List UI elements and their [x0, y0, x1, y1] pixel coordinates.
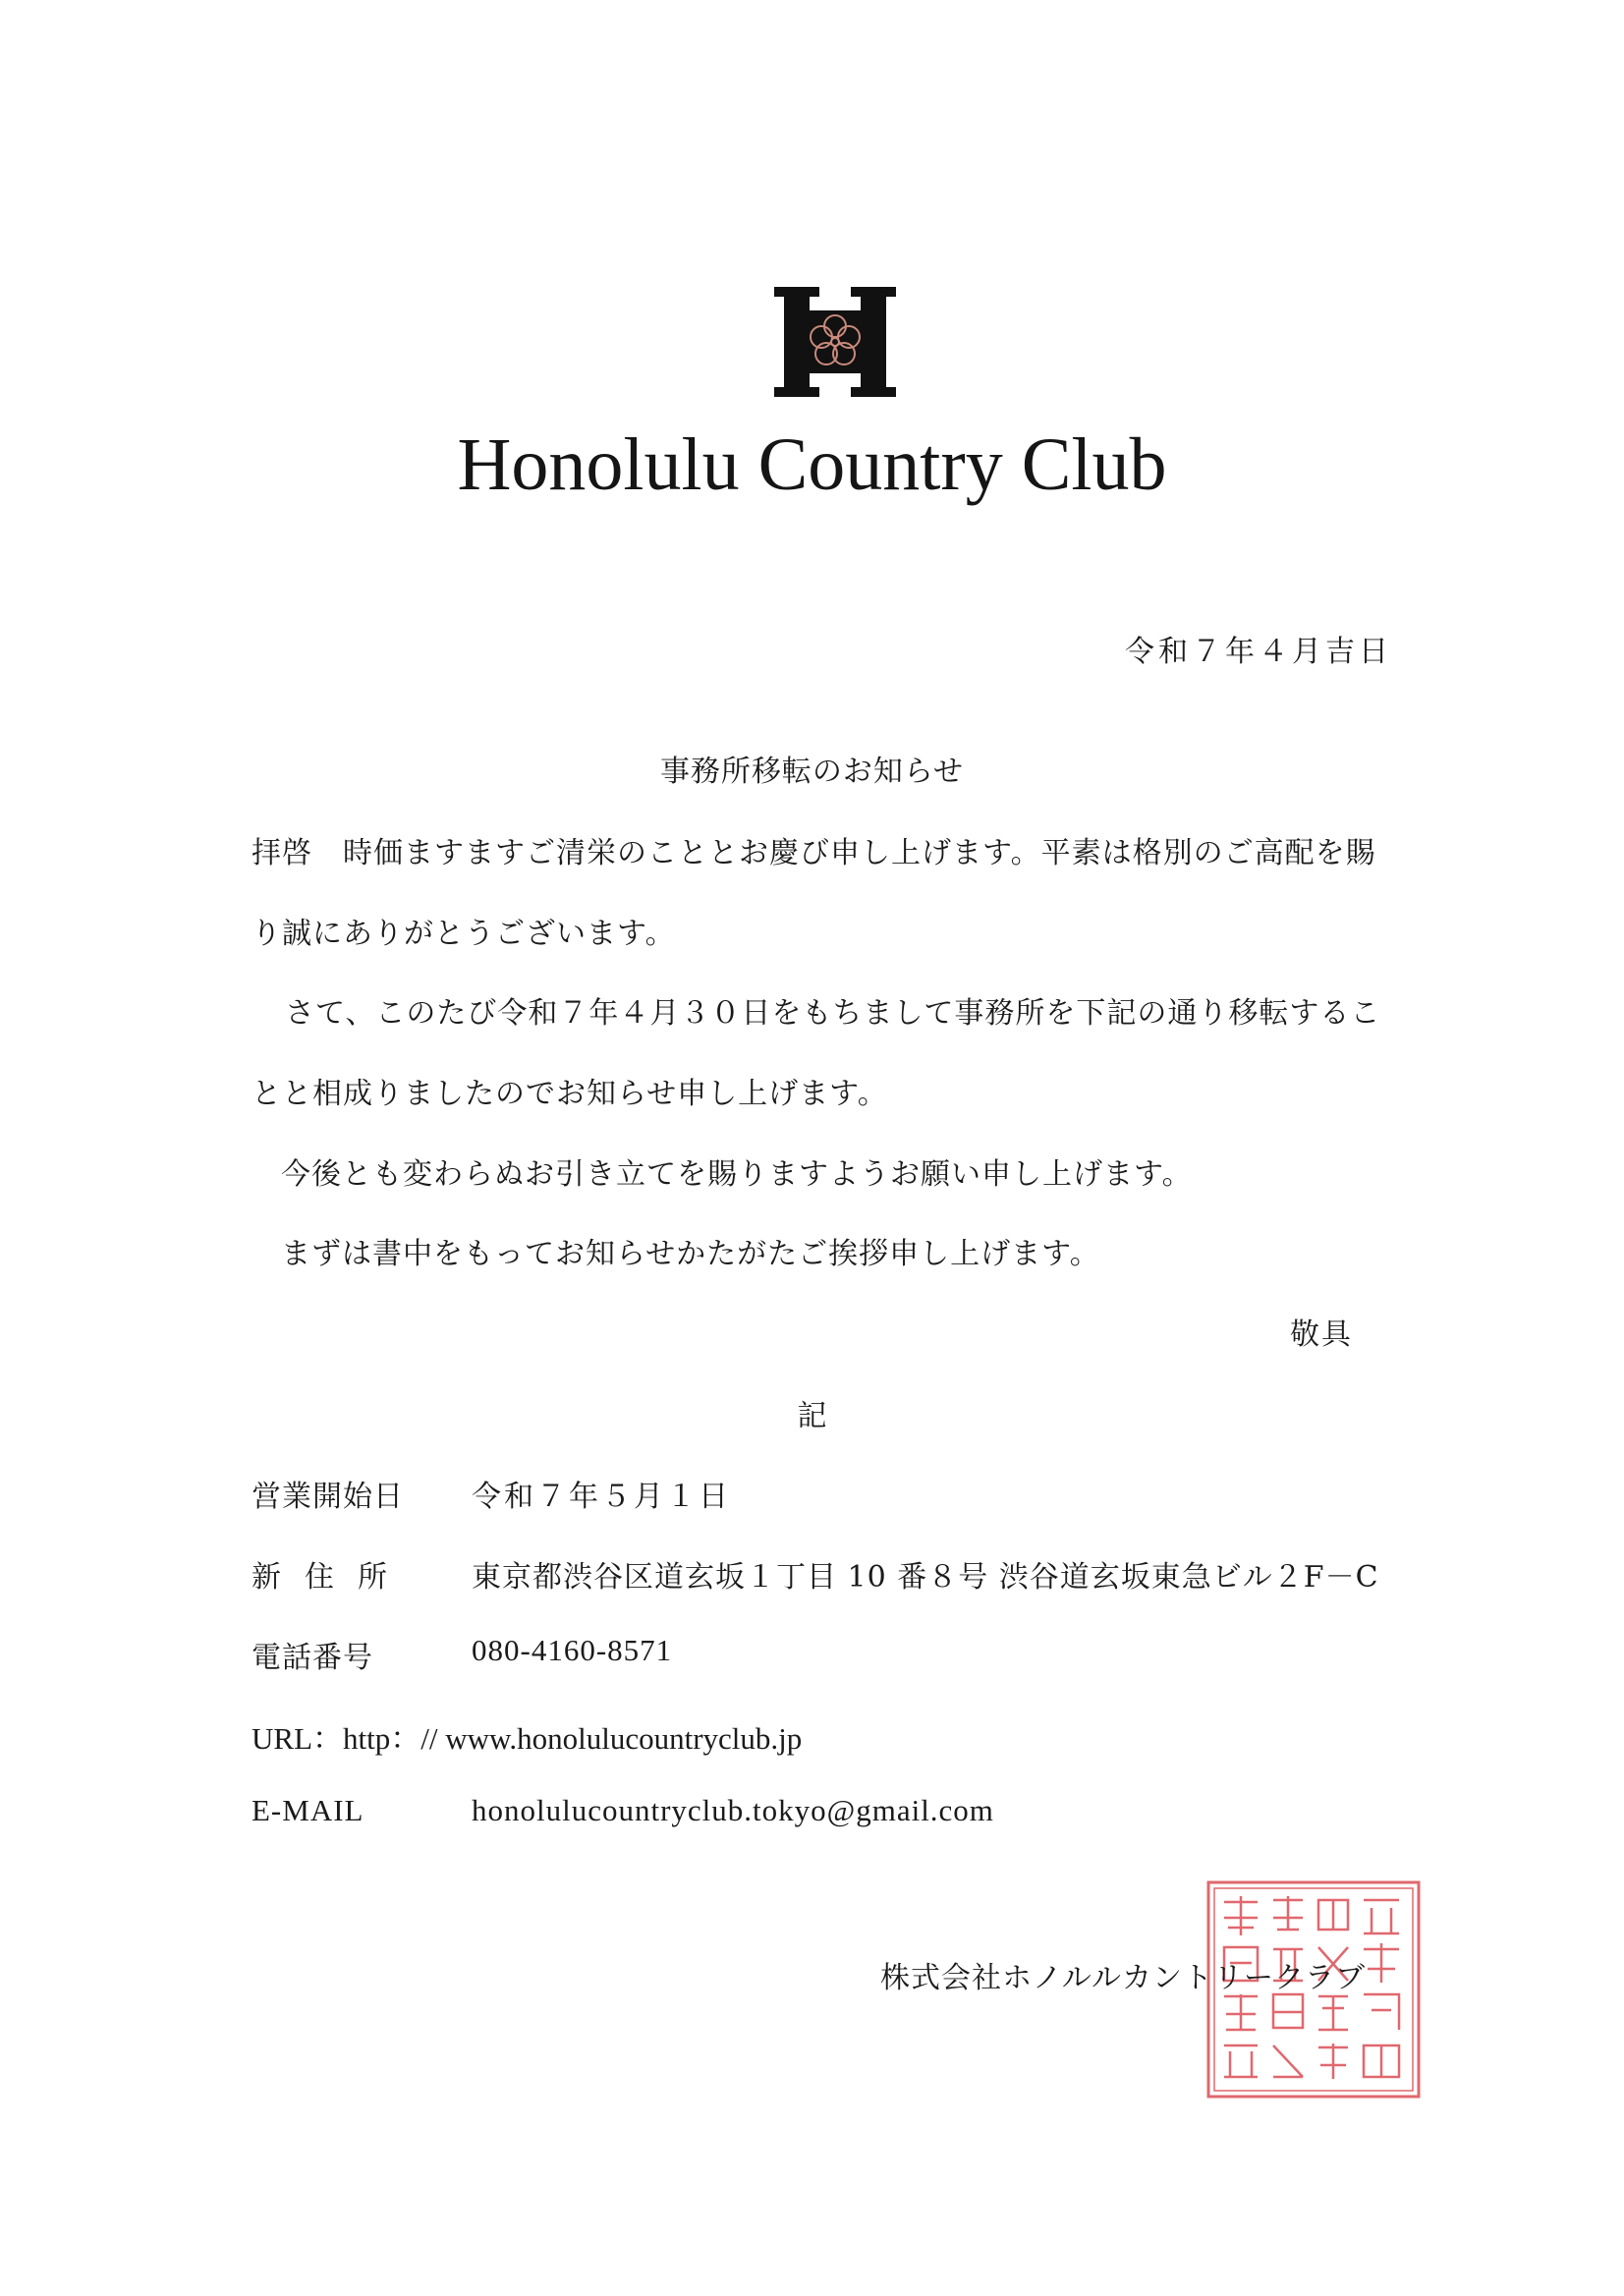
email-label: E-MAIL: [252, 1793, 364, 1827]
address-label: 新住所: [252, 1560, 411, 1595]
letter-date: 令和７年４月吉日: [1125, 635, 1392, 669]
email-value: honolulucountryclub.tokyo@gmail.com: [472, 1793, 994, 1827]
body-line: 拝啓 時価ますますご清栄のこととお慶び申し上げます。平素は格別のご高配を賜: [252, 836, 1376, 870]
start-date-value: 令和７年５月１日: [472, 1480, 731, 1514]
body-line: さて、このたび令和７年４月３０日をもちまして事務所を下記の通り移転するこ: [285, 996, 1381, 1031]
company-name: 株式会社ホノルルカントリークラブ: [880, 1961, 1367, 1995]
phone-label: 電話番号: [252, 1641, 373, 1675]
phone-value: 080-4160-8571: [472, 1633, 673, 1667]
body-line: り誠にありがとうございます。: [252, 917, 676, 951]
notice-title: 事務所移転のお知らせ: [659, 755, 965, 789]
closing-keigu: 敬具: [1290, 1317, 1353, 1352]
body-line: とと相成りましたのでお知らせ申し上げます。: [252, 1077, 888, 1111]
start-date-label: 営業開始日: [252, 1480, 404, 1514]
club-logo-icon: [774, 287, 896, 397]
address-value: 東京都渋谷区道玄坂１丁目 10 番８号 渋谷道玄坂東急ビル２F－C: [472, 1560, 1379, 1595]
body-line: 今後とも変わらぬお引き立てを賜りますようお願い申し上げます。: [281, 1157, 1193, 1192]
club-name: Honolulu Country Club: [457, 423, 1167, 506]
body-line: まずは書中をもってお知らせかたがたご挨拶申し上げます。: [281, 1237, 1100, 1271]
ki-heading: 記: [797, 1399, 827, 1433]
url-line: URL：http：// www.honolulucountryclub.jp: [252, 1721, 803, 1756]
